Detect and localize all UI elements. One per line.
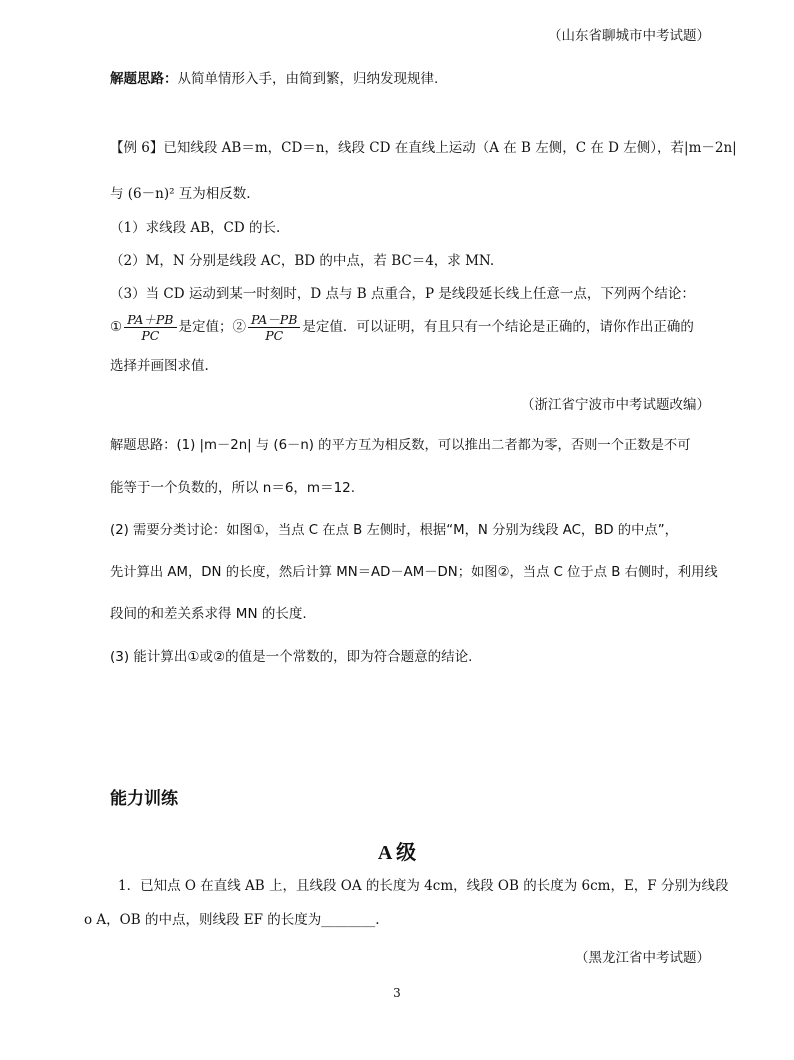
hint2-p3-line1: (3) 能计算出①或②的值是一个常数的，即为符合题意的结论.: [110, 649, 473, 665]
fraction-pa-plus-pb: [124, 312, 176, 343]
example6-source: （浙江省宁波市中考试题改编）: [521, 397, 710, 413]
level-title: A 级: [377, 842, 417, 864]
example6-line1: 【例 6】已知线段 AB＝m，CD＝n，线段 CD 在直线上运动（A 在 B 左侧，C 在 D 左侧），若|m－2n|: [110, 140, 737, 156]
example6-last-line: 选择并画图求值.: [110, 358, 209, 374]
section-title: 能力训练: [110, 789, 178, 809]
problem1-source: （黑龙江省中考试题）: [575, 950, 710, 966]
page-number: 3: [393, 986, 401, 1000]
hint2-p1-line2: 能等于一个负数的，所以 n＝6，m＝12.: [110, 480, 356, 496]
option-tail-text: 是定值．可以证明，有且只有一个结论是正确的，请你作出正确的: [302, 319, 694, 335]
problem1-line1: 1．已知点 O 在直线 AB 上，且线段 OA 的长度为 4cm，线段 OB 的长度为 6cm，E，F 分别为线段: [118, 878, 729, 894]
example6-question3: （3）当 CD 运动到某一时刻时，D 点与 B 点重合，P 是线段延长线上任意一点，下列两个结论：: [110, 286, 695, 302]
example6-question2: （2）M，N 分别是线段 AC，BD 的中点，若 BC＝4，求 MN.: [110, 253, 495, 269]
example6-question1: （1）求线段 AB，CD 的长.: [110, 220, 281, 236]
fraction-pa-minus-pb: [248, 312, 300, 343]
fraction1-denominator: PC: [141, 328, 160, 343]
hint1-text: 从简单情形入手，由简到繁，归纳发现规律.: [177, 71, 439, 87]
option-mid-text: 是定值；②: [178, 319, 246, 335]
problem1-line2: o A，OB 的中点，则线段 EF 的长度为________.: [84, 912, 380, 928]
header-source: （山东省聊城市中考试题）: [548, 28, 710, 44]
fraction1-numerator: PA＋PB: [124, 312, 176, 328]
option1-mark: ①: [110, 319, 123, 335]
hint2-p2-line2: 先计算出 AM，DN 的长度，然后计算 MN＝AD－AM－DN；如图②，当点 C 位于点 B 右侧时，利用线: [110, 565, 718, 580]
example6-options-line: [110, 312, 694, 343]
hint2-p2-line3: 段间的和差关系求得 MN 的长度.: [110, 606, 307, 622]
hint1-paragraph: [110, 69, 438, 89]
hint2-p2-line1: (2) 需要分类讨论：如图①，当点 C 在点 B 左侧时，根据“M，N 分别为线段 AC，BD 的中点”，: [110, 523, 678, 538]
fraction2-numerator: PA－PB: [248, 312, 300, 328]
fraction2-denominator: PC: [265, 328, 284, 343]
example6-line2: 与 (6－n)² 互为相反数.: [110, 186, 251, 202]
hint1-label: 解题思路：: [110, 71, 178, 87]
hint2-p1-line1: 解题思路：(1) |m－2n| 与 (6－n) 的平方互为相反数，可以推出二者都为零，否则一个正数是不可: [110, 438, 691, 453]
